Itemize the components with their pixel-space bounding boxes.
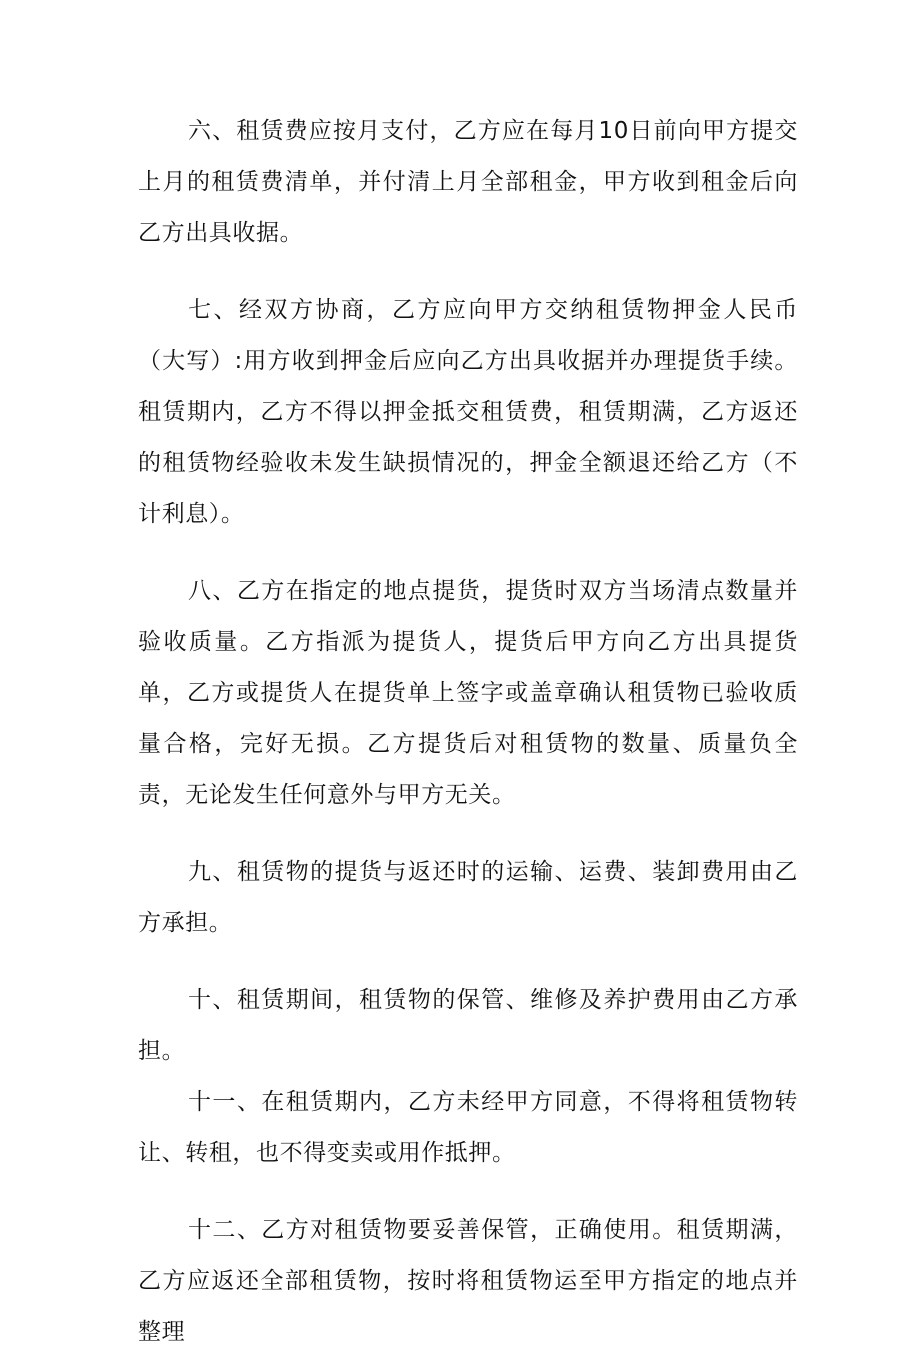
document-body	[138, 106, 798, 1358]
clause-6: 六、租赁费应按月支付，乙方应在每月10日前向甲方提交上月的租赁费清单，并付清上月全部租金，甲方收到租金后向乙方出具收据。	[138, 118, 798, 246]
clause-8: 八、乙方在指定的地点提货，提货时双方当场清点数量并验收质量。乙方指派为提货人，提货后甲方向乙方出具提货单，乙方或提货人在提货单上签字或盖章确认租赁物已验收质量合格，完好无损。乙方提货后对租赁物的数量、质量负全责，无论发生任何意外与甲方无关。	[138, 578, 798, 808]
clause-12: 十二、乙方对租赁物要妥善保管，正确使用。租赁期满，乙方应返还全部租赁物，按时将租赁物运至甲方指定的地点并整理	[138, 1217, 798, 1345]
clause-11: 十一、在租赁期内，乙方未经甲方同意，不得将租赁物转让、转租，也不得变卖或用作抵押。	[138, 1089, 798, 1166]
clause-9: 九、租赁物的提货与返还时的运输、运费、装卸费用由乙方承担。	[138, 859, 798, 936]
clause-10: 十、租赁期间，租赁物的保管、维修及养护费用由乙方承担。	[138, 987, 798, 1064]
clause-7: 七、经双方协商，乙方应向甲方交纳租赁物押金人民币（大写）:用方收到押金后应向乙方出具收据并办理提货手续。租赁期内，乙方不得以押金抵交租赁费，租赁期满，乙方返还的租赁物经验收未发生缺损情况的，押金全额退还给乙方（不计利息）。	[138, 297, 798, 527]
